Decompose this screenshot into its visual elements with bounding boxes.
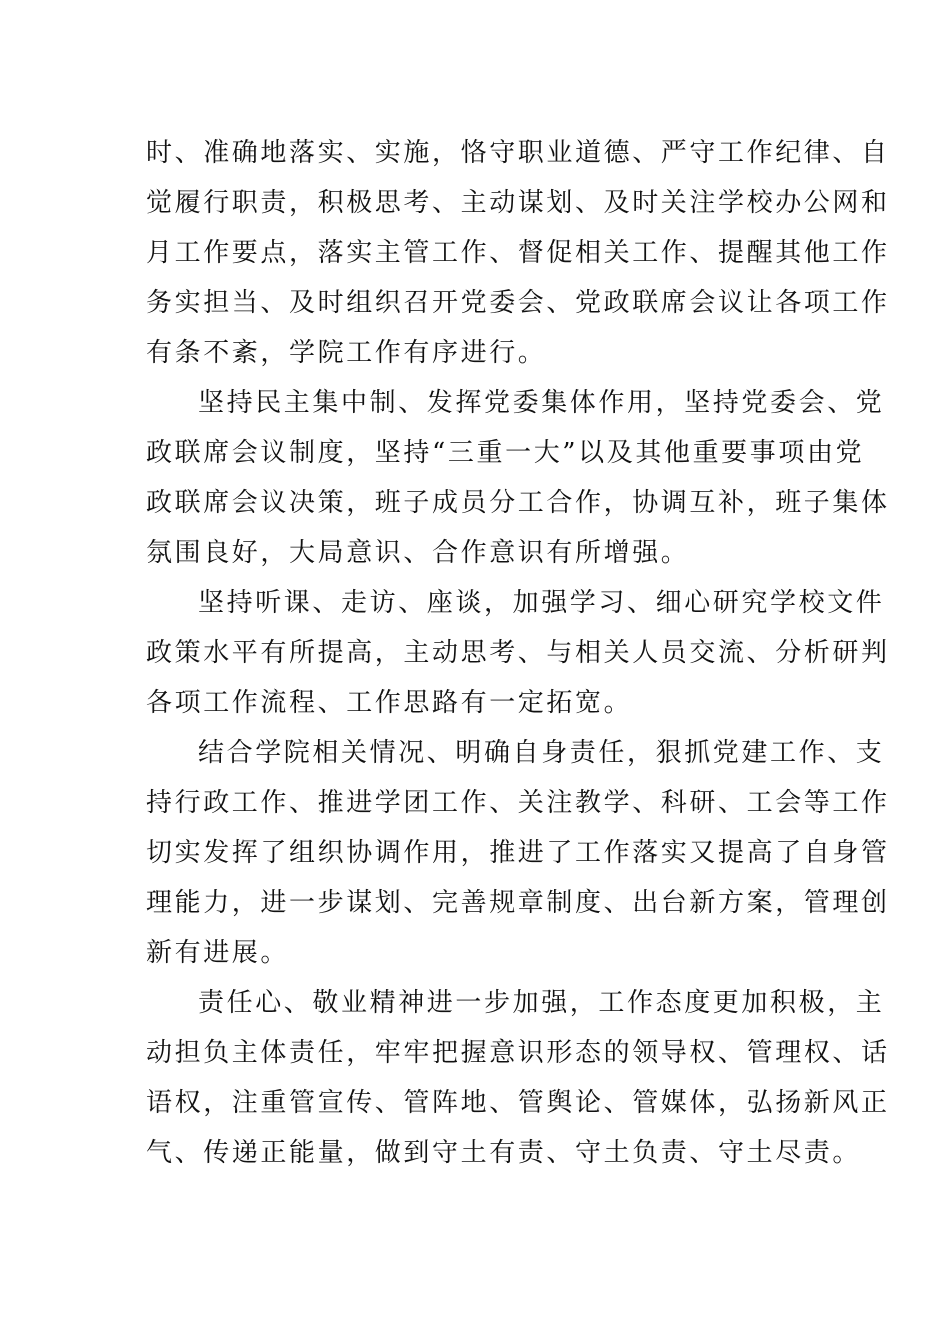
text-line: 坚持听课、走访、座谈，加强学习、细心研究学校文件 [198, 588, 885, 618]
text-line: 政联席会议决策，班子成员分工合作，协调互补，班子集体 [146, 488, 890, 518]
paragraph-3 [146, 578, 890, 728]
text-line: 时、准确地落实、实施，恪守职业道德、严守工作纪律、自 [146, 138, 890, 168]
text-line: 觉履行职责，积极思考、主动谋划、及时关注学校办公网和 [146, 188, 890, 218]
text-line: 有条不紊，学院工作有序进行。 [146, 338, 547, 368]
text-line: 月工作要点，落实主管工作、督促相关工作、提醒其他工作 [146, 238, 890, 268]
paragraph-1 [146, 128, 890, 378]
paragraph-4 [146, 728, 890, 978]
text-line: 政策水平有所提高，主动思考、与相关人员交流、分析研判 [146, 638, 890, 668]
text-line: 动担负主体责任，牢牢把握意识形态的领导权、管理权、话 [146, 1038, 890, 1068]
document-body [146, 128, 890, 1178]
text-line: 坚持民主集中制、发挥党委集体作用，坚持党委会、党 [198, 388, 885, 418]
text-line: 新有进展。 [146, 938, 290, 968]
paragraph-5 [146, 978, 890, 1178]
text-line: 责任心、敬业精神进一步加强，工作态度更加积极，主 [198, 988, 885, 1018]
text-line: 气、传递正能量，做到守土有责、守土负责、守土尽责。 [146, 1138, 862, 1168]
text-line: 理能力，进一步谋划、完善规章制度、出台新方案，管理创 [146, 888, 890, 918]
text-line: 持行政工作、推进学团工作、关注教学、科研、工会等工作 [146, 788, 890, 818]
paragraph-2 [146, 378, 890, 578]
text-line: 各项工作流程、工作思路有一定拓宽。 [146, 688, 633, 718]
text-line: 政联席会议制度，坚持“三重一大”以及其他重要事项由党 [146, 438, 865, 468]
text-line: 氛围良好，大局意识、合作意识有所增强。 [146, 538, 690, 568]
text-line: 切实发挥了组织协调作用，推进了工作落实又提高了自身管 [146, 838, 890, 868]
text-line: 务实担当、及时组织召开党委会、党政联席会议让各项工作 [146, 288, 890, 318]
text-line: 结合学院相关情况、明确自身责任，狠抓党建工作、支 [198, 738, 885, 768]
text-line: 语权，注重管宣传、管阵地、管舆论、管媒体，弘扬新风正 [146, 1088, 890, 1118]
